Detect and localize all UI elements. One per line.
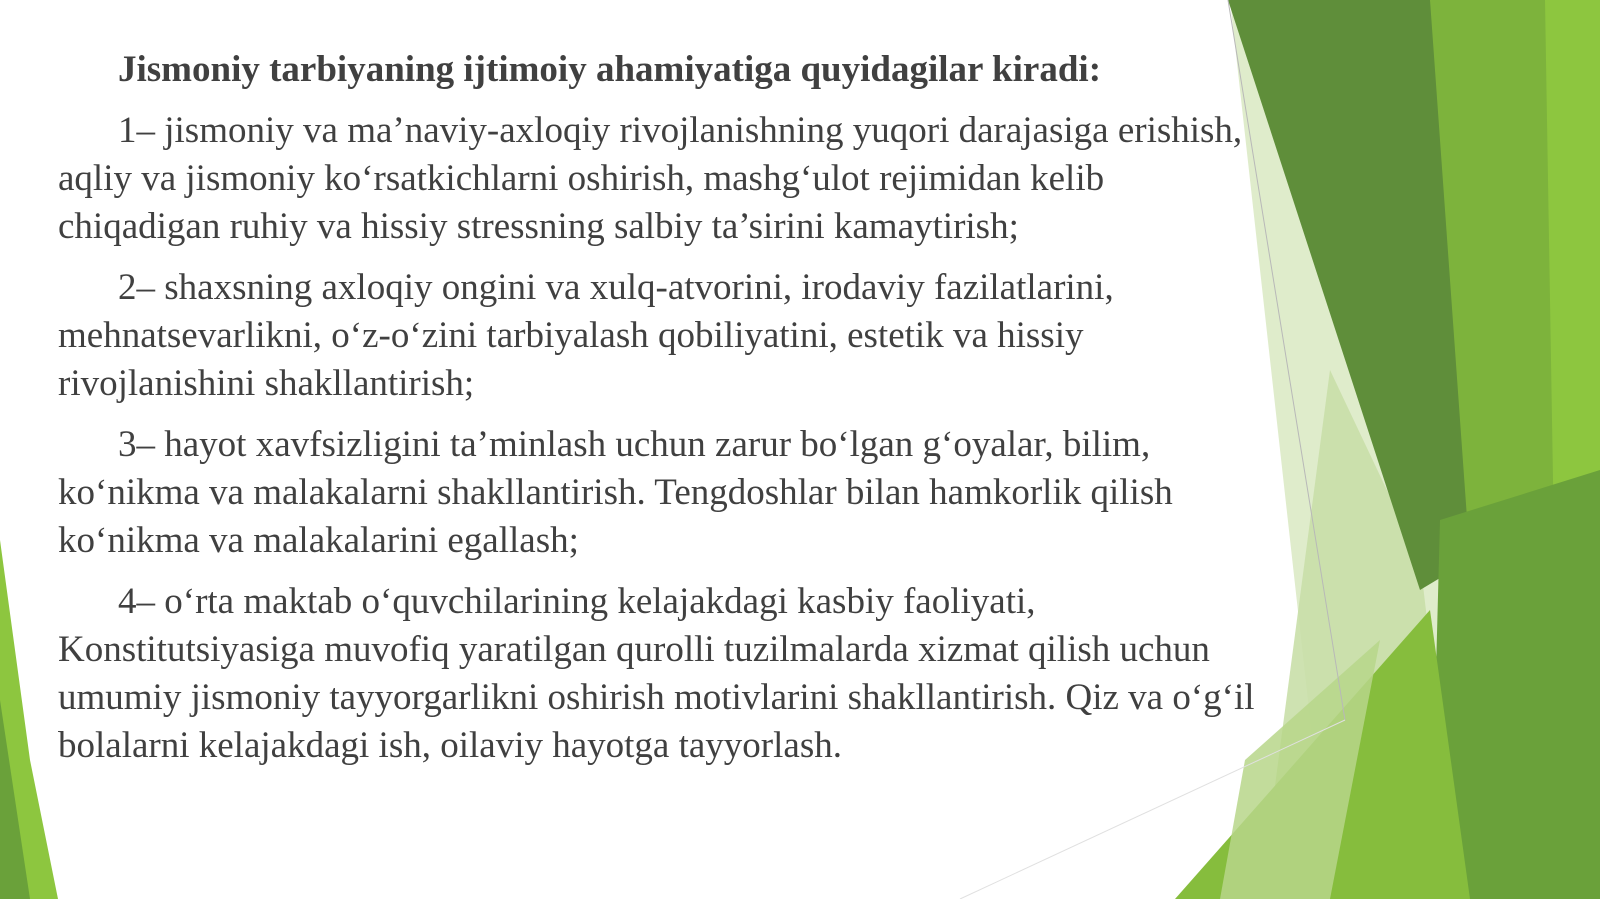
- paragraph-2: 2– shaxsning axloqiy ongini va xulq-atvorini, irodaviy fazilatlarini, mehnatsevarlikni, o‘z-o‘zini tarbiyalash qobiliyatini, estetik va hissiy rivojlanishini shakllantirish;: [58, 267, 1114, 404]
- slide-body: [58, 46, 1268, 783]
- paragraph-1: 1– jismoniy va ma’naviy-axloqiy rivojlanishning yuqori darajasiga erishish, aqliy va jismoniy ko‘rsatkichlarni oshirish, mashg‘ulot rejimidan kelib chiqadigan ruhiy va hissiy stressning salbiy ta’sirini kamaytirish;: [58, 110, 1243, 247]
- slide-heading: Jismoniy tarbiyaning ijtimoiy ahamiyatiga quyidagilar kiradi:: [118, 49, 1102, 90]
- paragraph-4: 4– o‘rta maktab o‘quvchilarining kelajakdagi kasbiy faoliyati, Konstitutsiyasiga muvofiq yaratilgan qurolli tuzilmalarda xizmat qilish uchun umumiy jismoniy tayyorgarlikni oshirish motivlarini shakllantirish. Qiz va o‘g‘il bolalarni kelajakdagi ish, oilaviy hayotga tayyorlash.: [58, 581, 1255, 766]
- paragraph-3: 3– hayot xavfsizligini ta’minlash uchun zarur bo‘lgan g‘oyalar, bilim, ko‘nikma va malakalarni shakllantirish. Tengdoshlar bilan hamkorlik qilish ko‘nikma va malakalarini egallash;: [58, 424, 1173, 561]
